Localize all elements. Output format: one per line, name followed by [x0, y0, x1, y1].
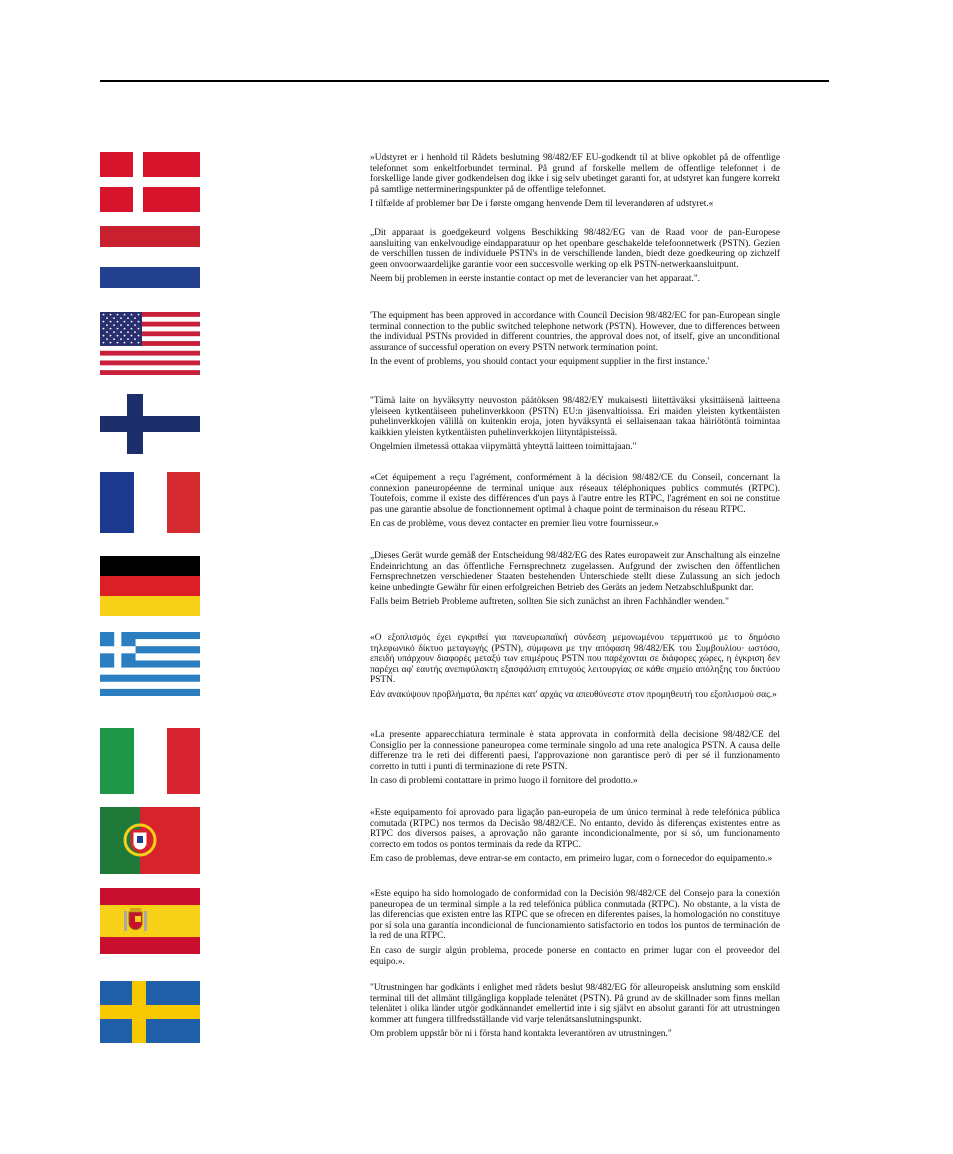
declaration-finnish — [370, 396, 780, 457]
declaration-paragraph: Ongelmien ilmetessä ottakaa viipymättä yhteyttä laitteen toimittajaan." — [370, 442, 637, 453]
declaration-paragraph: I tilfælde af problemer bør De i første omgang henvende Dem til leverandøren af udstyret.« — [370, 199, 714, 210]
declaration-paragraph: In the event of problems, you should contact your equipment supplier in the first instance.' — [370, 357, 710, 368]
declaration-greek — [370, 633, 780, 705]
usa-flag — [100, 312, 200, 375]
spain-flag — [100, 888, 200, 954]
declaration-italian — [370, 730, 780, 791]
declaration-english — [370, 311, 780, 372]
germany-flag — [100, 556, 200, 616]
finland-flag — [100, 394, 200, 454]
declaration-paragraph: In caso di problemi contattare in primo luogo il fornitore del prodotto.» — [370, 776, 638, 787]
declaration-german — [370, 551, 780, 612]
declaration-dutch — [370, 228, 780, 289]
declaration-paragraph: »Udstyret er i henhold til Rådets beslutning 98/482/EF EU-godkendt til at blive opkoblet på de offentlige telefonnet som enkeltforbundet terminal. På grund af forskelle mellem de offentlige telefonnet i de forskellige lande giver godkendelsen dog ikke i sig selv ubetinget garanti for, at udstyret kan fungere korrekt på samtlige nettermineringspunkter på de offentlige telefonnet. — [370, 153, 780, 195]
declaration-paragraph: En caso de surgir algún problema, procede ponerse en contacto en primer lugar con el proveedor del equipo.». — [370, 945, 780, 967]
declaration-paragraph: «Este equipo ha sido homologado de conformidad con la Decisión 98/482/CE del Consejo para la conexión paneuropea de un terminal simple a la red telefónica pública conmutada (RTPC). No obstante, a la vista de las diferencias que existen entre las RTPC que se ofrecen en diferentes países, la homologación no constituye por sí sola una garantía incondicional de funcionamiento satisfactorio en todos los puntos de terminación de la red de una RTPC. — [370, 889, 780, 942]
declaration-danish — [370, 153, 780, 214]
declaration-paragraph: Falls beim Betrieb Probleme auftreten, sollten Sie sich zunächst an ihren Fachhändler wenden." — [370, 597, 729, 608]
declaration-paragraph: „Dieses Gerät wurde gemäß der Entscheidung 98/482/EG des Rates europaweit zur Anschaltung als einzelne Endeinrichtung an das öffentliche Fernsprechnetz zugelassen. Aufgrund der zwischen den öffentlichen Fernsprechnetzen verschiedener Staaten bestehenden Unterschiede stellt diese Zulassung an sich jedoch keine unbedingte Gewähr für einen erfolgreichen Betrieb des Geräts an jedem Netzabschlußpunkt dar. — [370, 551, 780, 593]
declaration-paragraph: «Cet équipement a reçu l'agrément, conformément à la décision 98/482/CE du Conseil, concernant la connexion paneuropéenne de terminal unique aux réseaux téléphoniques publics commutés (RTPC). Toutefois, comme il existe des différences d'un pays à l'autre entre les RTPC, l'agrément en soi ne constitue pas une garantie absolue de fonctionnement optimal à chaque point de terminaison du réseau RTPC. — [370, 473, 780, 515]
declaration-paragraph: «Ο εξοπλισμός έχει εγκριθεί για πανευρωπαϊκή σύνδεση μεμονωμένου τερματικού με το δημόσιο τηλεφωνικό δίκτυο μεταγωγής (PSTN), σύμφωνα με την απόφαση 98/482/ΕΚ του Συμβουλίου· ωστόσο, επειδή υπάρχουν διαφορές μεταξύ των επιμέρους PSTN που παρέχονται σε διάφορες χώρες, η έγκριση δεν παρέχει αφ' εαυτής ανεπιφύλακτη εξασφάλιση επιτυχούς λειτουργίας σε κάθε σημείο απόληξης του δικτύου PSTN. — [370, 633, 780, 686]
netherlands-flag — [100, 226, 200, 288]
declaration-paragraph: «La presente apparecchiatura terminale è stata approvata in conformità della decisione 98/482/CE del Consiglio per la connessione paneuropea come terminale singolo ad una rete analogica PSTN. A causa delle differenze tra le reti dei differenti paesi, l'approvazione non garantisce però di per sé il funzionamento corretto in tutti i punti di terminazione di rete PSTN. — [370, 730, 780, 772]
greece-flag — [100, 632, 200, 696]
declaration-paragraph: "Utrustningen har godkänts i enlighet med rådets beslut 98/482/EG för alleuropeisk anslutning som enskild terminal till det allmänt tillgängliga kopplade telenätet (PSTN). På grund av de skillnader som finns mellan telenätet i olika länder utgör godkännandet emellertid inte i sig självt en absolut garanti för att utrustningen kommer att fungera tillfredsställande vid varje telenätsanslutningspunkt. — [370, 983, 780, 1025]
header-rule — [100, 80, 829, 82]
declaration-paragraph: Neem bij problemen in eerste instantie contact op met de leverancier van het apparaat.". — [370, 274, 700, 285]
denmark-flag — [100, 152, 200, 212]
declaration-swedish — [370, 983, 780, 1044]
declaration-paragraph: «Este equipamento foi aprovado para ligação pan-europeia de um único terminal à rede telefónica pública comutada (RTPC) nos termos da Decisão 98/482/CE. No entanto, devido às diferenças existentes entre as RTPC dos diversos países, a aprovação não garante incondicionalmente, por si só, um funcionamento correcto em todos os pontos terminais da rede da RTPC. — [370, 808, 780, 850]
declaration-paragraph: En cas de problème, vous devez contacter en premier lieu votre fournisseur.» — [370, 519, 659, 530]
declaration-french — [370, 473, 780, 534]
declaration-spanish — [370, 889, 780, 971]
declaration-paragraph: Εάν ανακύψουν προβλήματα, θα πρέπει κατ' αρχάς να απευθύνεστε στον προμηθευτή του εξοπλισμού σας.» — [370, 689, 777, 700]
france-flag — [100, 472, 200, 533]
declaration-paragraph: Em caso de problemas, deve entrar-se em contacto, em primeiro lugar, com o fornecedor do equipamento.» — [370, 854, 773, 865]
portugal-flag — [100, 807, 200, 874]
declaration-paragraph: Om problem uppstår bör ni i första hand kontakta leverantören av utrustningen." — [370, 1029, 672, 1040]
declaration-portuguese — [370, 808, 780, 869]
declaration-paragraph: 'The equipment has been approved in accordance with Council Decision 98/482/EC for pan-European single terminal connection to the public switched telephone network (PSTN). However, due to differences between the individual PSTNs provided in different countries, the approval does not, of itself, give an unconditional assurance of successful operation on every PSTN network termination point. — [370, 311, 780, 353]
italy-flag — [100, 728, 200, 794]
declaration-paragraph: "Tämä laite on hyväksytty neuvoston päätöksen 98/482/EY mukaisesti liitettäväksi yksittäisenä laitteena yleiseen kytkentäiseen puhelinverkkoon (PSTN) EU:n jäsenvaltioissa. Eri maiden yleisten kytkentäisten puhelinverkkojen välillä on kuitenkin eroja, joten hyväksyntä ei sellaisenaan takaa häiriötöntä toimintaa kaikkien yleisten kytkentäisten puhelinverkkojen liityntäpisteissä. — [370, 396, 780, 438]
sweden-flag — [100, 981, 200, 1043]
declaration-paragraph: „Dit apparaat is goedgekeurd volgens Beschikking 98/482/EG van de Raad voor de pan-Europese aansluiting van enkelvoudige eindapparatuur op het openbare geschakelde telefoonnetwerk (PSTN). Gezien de verschillen tussen de individuele PSTN's in de verschillende landen, biedt deze goedkeuring op zichzelf geen onvoorwaardelijke garantie voor een succesvolle werking op elk PSTN-netwerkaansluitpunt. — [370, 228, 780, 270]
